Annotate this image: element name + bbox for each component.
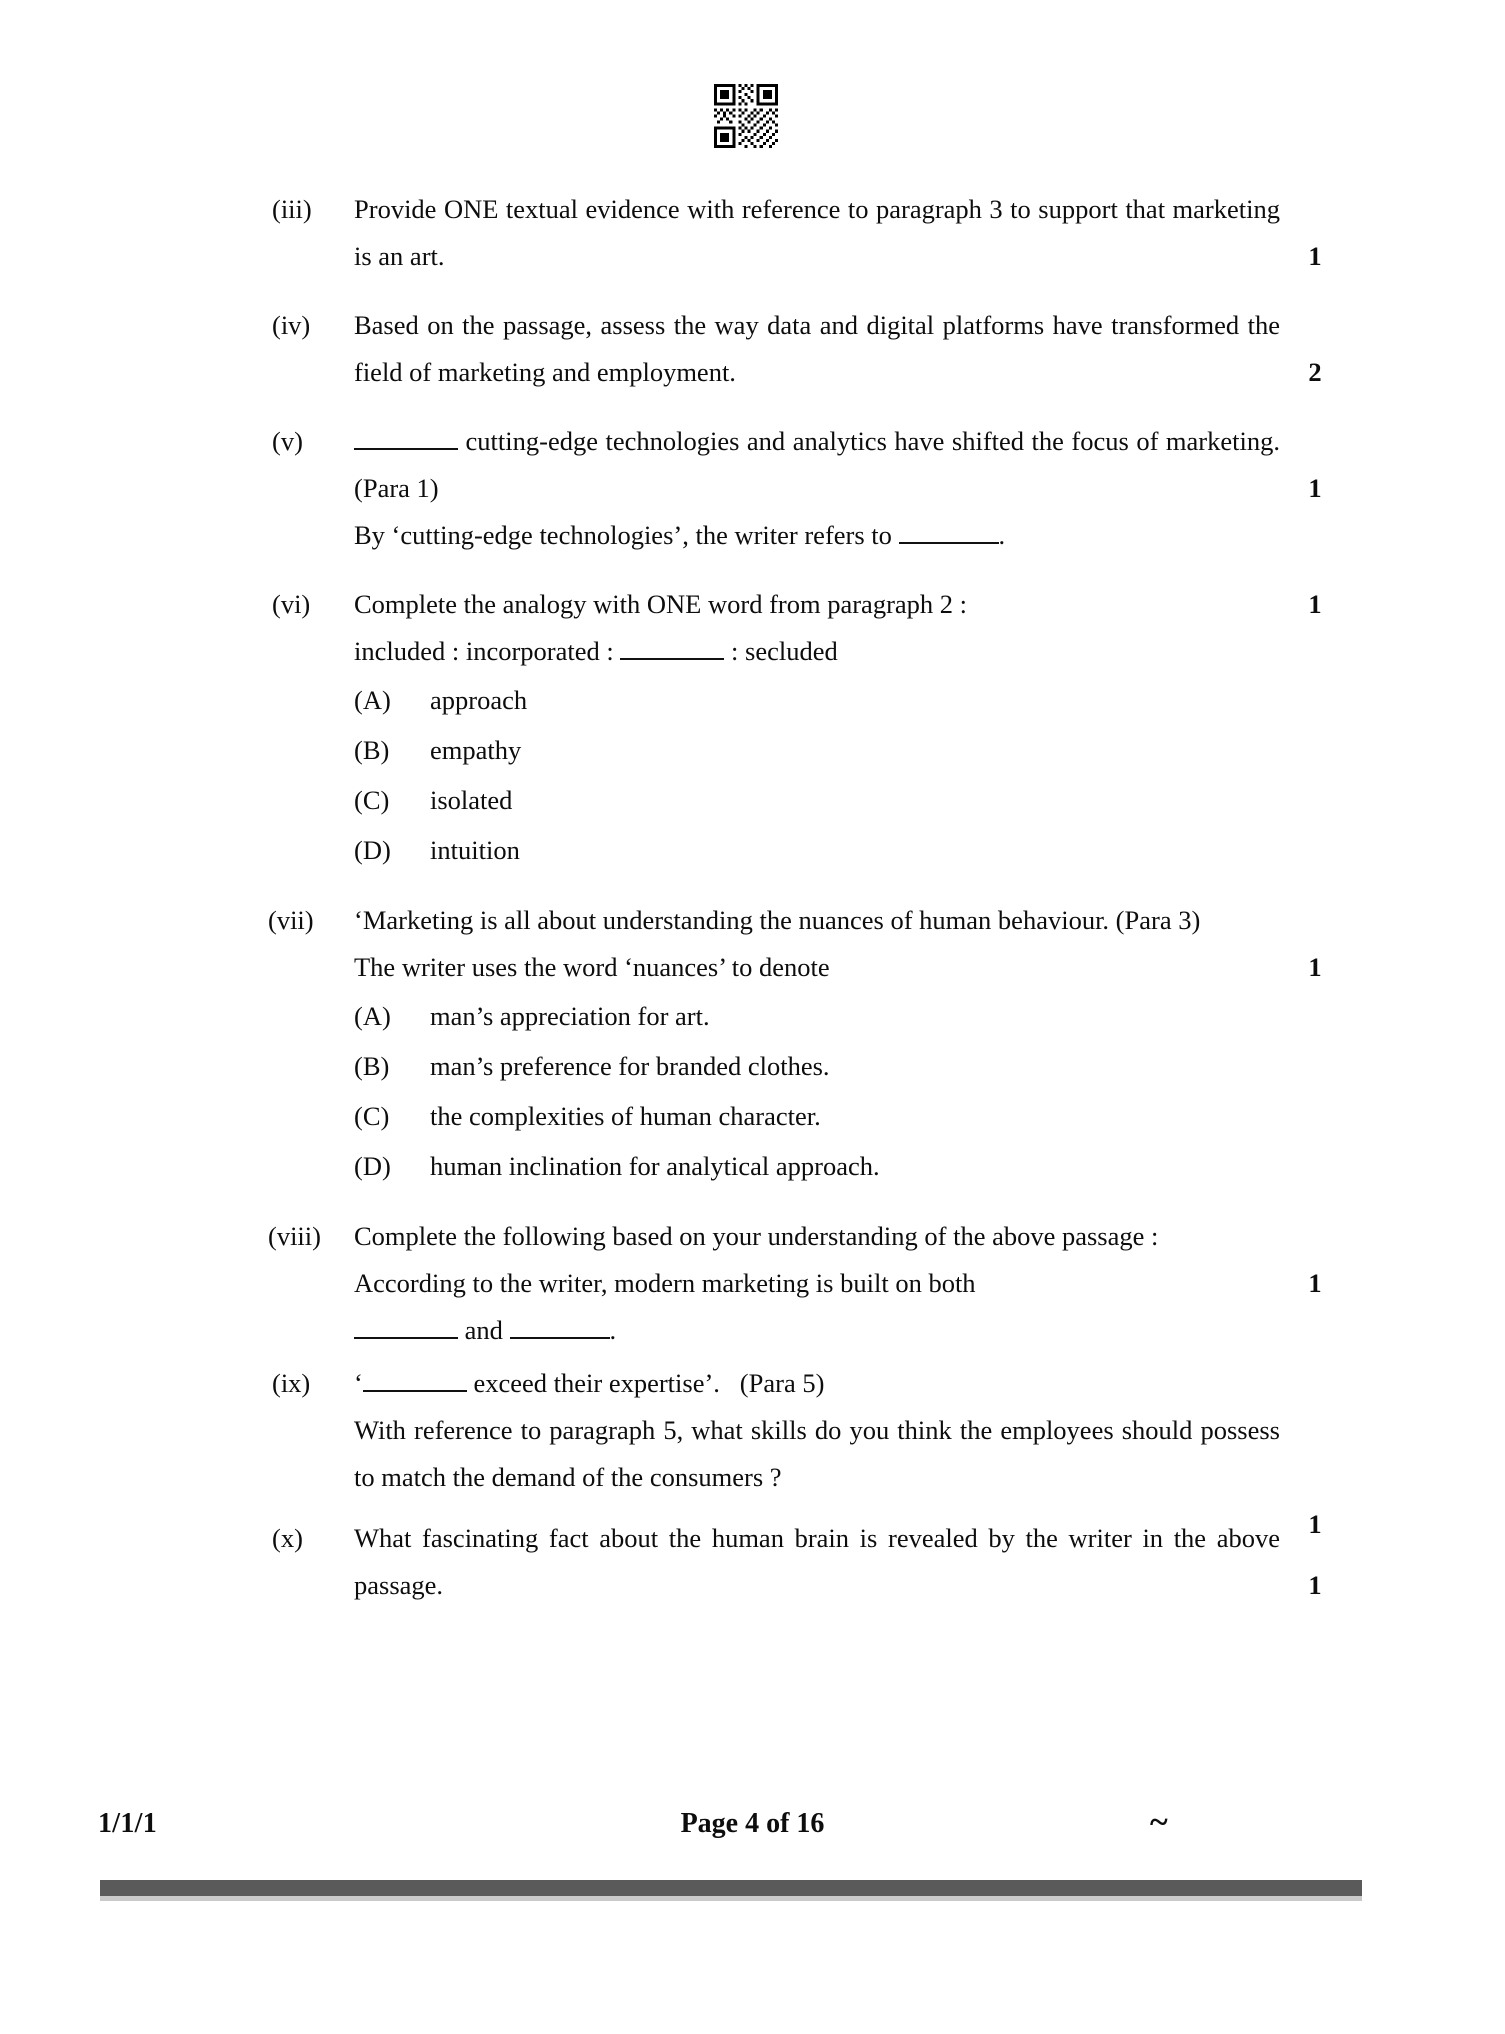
blank-joiner: and [464, 1315, 503, 1345]
analogy-before: included : incorporated : [354, 636, 614, 666]
fill-blank [899, 523, 999, 544]
fill-blank [620, 639, 724, 660]
option-item[interactable] [354, 1091, 1280, 1141]
fill-blank [510, 1318, 610, 1339]
question-text-line [354, 418, 1280, 512]
para-reference: (Para 5) [739, 1368, 825, 1398]
question-body [354, 418, 1280, 512]
quote-open: ‘ [354, 1368, 363, 1398]
question-marker: (ix) [272, 1368, 311, 1398]
option-item[interactable] [354, 1041, 1280, 1091]
question-marker: (iv) [272, 310, 311, 340]
question-marks: 1 [1308, 473, 1322, 503]
paper-code: 1/1/1 [98, 1808, 158, 1839]
fill-blank [354, 1318, 458, 1339]
question-item-v [0, 418, 1505, 512]
page-number: Page 4 of 16 [680, 1808, 825, 1839]
question-item-iv [0, 302, 1505, 396]
question-subtext: With reference to paragraph 5, what skills do you think the employees should possess to match the demand of the consumers ? [354, 1415, 1280, 1492]
question-marker: (viii) [268, 1221, 321, 1251]
option-text: approach [430, 685, 528, 715]
question-item-vi [0, 581, 1505, 628]
option-text: isolated [430, 785, 513, 815]
subtext-terminator: . [998, 520, 1006, 550]
question-marker: (vi) [272, 589, 311, 619]
question-quote-line [354, 1360, 1280, 1407]
question-subtext: According to the writer, modern marketing is built on both [354, 1268, 976, 1298]
question-marker: (vii) [268, 905, 314, 935]
question-marks: 1 [1308, 952, 1322, 982]
question-marks: 1 [1308, 1570, 1322, 1600]
question-text: Based on the passage, assess the way data and digital platforms have transformed the field of marketing and employment. [354, 310, 1280, 387]
question-text: Complete the analogy with ONE word from paragraph 2 : [354, 589, 968, 619]
blank-terminator: . [609, 1315, 617, 1345]
fill-blank [363, 1371, 467, 1392]
question-text: cutting-edge technologies and analytics have shifted the focus of marketing. (Para 1) [354, 426, 1280, 503]
option-label: (A) [354, 685, 391, 715]
qr-code-icon [714, 84, 778, 148]
question-marker: (x) [272, 1523, 303, 1553]
option-text: intuition [430, 835, 520, 865]
option-item[interactable] [354, 991, 1280, 1041]
option-item[interactable] [354, 725, 1280, 775]
question-text: Complete the following based on your understanding of the above passage : [354, 1221, 1159, 1251]
option-text: empathy [430, 735, 522, 765]
option-item[interactable] [354, 825, 1280, 875]
fill-blank [354, 429, 458, 450]
option-label: (A) [354, 1001, 391, 1031]
option-label: (C) [354, 1101, 390, 1131]
blank-pair-line [354, 1307, 1280, 1354]
question-marks: 2 [1308, 357, 1322, 387]
option-text: the complexities of human character. [430, 1101, 821, 1131]
option-label: (D) [354, 1151, 391, 1181]
question-text: Provide ONE textual evidence with reference to paragraph 3 to support that marketing is an art. [354, 194, 1280, 271]
question-marks: 1 [1308, 589, 1322, 619]
question-subtext-row-vii [0, 944, 1505, 991]
question-item-ix [0, 1360, 1505, 1407]
option-label: (D) [354, 835, 391, 865]
option-item[interactable] [354, 775, 1280, 825]
option-label: (C) [354, 785, 390, 815]
analogy-line [354, 628, 1280, 675]
quote-text: exceed their expertise’. [473, 1368, 720, 1398]
question-text: What fascinating fact about the human brain is revealed by the writer in the above passage. [354, 1523, 1280, 1600]
option-label: (B) [354, 1051, 390, 1081]
question-subtext-v [354, 512, 1280, 559]
question-marker: (v) [272, 426, 303, 456]
page-footer [0, 1804, 1505, 1858]
question-subtext: The writer uses the word ‘nuances’ to denote [354, 952, 830, 982]
option-text: man’s preference for branded clothes. [430, 1051, 830, 1081]
option-text: human inclination for analytical approach. [430, 1151, 880, 1181]
question-marks: 1 [1308, 241, 1322, 271]
question-item-x [0, 1515, 1505, 1609]
analogy-after: : secluded [731, 636, 838, 666]
question-item-iii [0, 186, 1505, 280]
question-marker: (iii) [272, 194, 312, 224]
question-subtext-row-ix [0, 1407, 1505, 1539]
question-item-vii [0, 897, 1505, 944]
option-label: (B) [354, 735, 390, 765]
footer-rule [100, 1880, 1362, 1896]
question-marks: 1 [1308, 1268, 1322, 1298]
end-mark: ~ [1150, 1804, 1168, 1841]
option-text: man’s appreciation for art. [430, 1001, 710, 1031]
option-item[interactable] [354, 1141, 1280, 1191]
question-list [0, 186, 1505, 1609]
question-marks: 1 [1308, 1509, 1322, 1539]
question-subtext: By ‘cutting-edge technologies’, the writer refers to [354, 520, 892, 550]
question-subtext-viii [354, 1260, 1280, 1307]
question-text: ‘Marketing is all about understanding the nuances of human behaviour. (Para 3) [354, 905, 1201, 935]
option-item[interactable] [354, 675, 1280, 725]
